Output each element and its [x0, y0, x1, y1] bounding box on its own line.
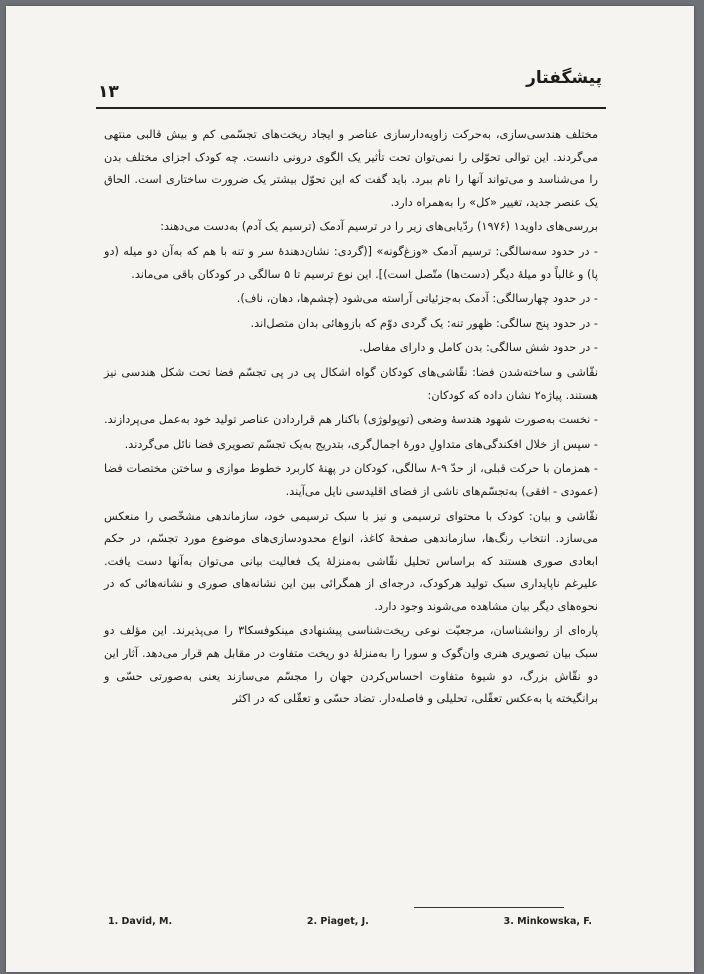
book-page [6, 6, 694, 972]
section-paragraph: نقّاشی و بیان: کودک با محتوای ترسیمی و نیز با سبک ترسیمی خود، سازماندهی مشخّصی را منعکس می‌سازد. انتخاب رنگ‌ها، سازماندهی صفحهٔ کاغذ، انواع محدودسازی‌های موضوع مورد تجسّم، در حکم ابعادی صوری هستند که براساس تحلیل نقّاشی به‌منزلهٔ یک فعالیت بیانی می‌توان به‌آنها دست یافت. علیرغم ناپایداری سبک تولید هرکودک، درجه‌ای از همگرائی بین این نشانه‌های صوری و نشانه‌هائی که در نحوه‌های دیگر بیان مشاهده می‌شوند وجود دارد. [104, 509, 598, 613]
list-item: - در حدود پنج سالگی: ظهور تنه: یک گردی دوّم که بازوهائی بدان متصل‌اند. [250, 316, 598, 330]
section-paragraph: نقّاشی و ساخته‌شدن فضا: نقّاشی‌های کودکان گواه اشکال پی در پی تجسّم فضا تحت شکل هندسی نیز هستند. پیاژه۲ نشان داده که کودکان: [104, 365, 598, 402]
list-item: - در حدود چهارسالگی: آدمک به‌جزئیاتی آراسته می‌شود (چشم‌ها، دهان، ناف). [236, 292, 598, 306]
footnote: 3. Minkowska, F. [503, 916, 592, 927]
footnote-rule [414, 907, 564, 908]
footnote: 1. David, M. [108, 916, 173, 927]
page-number: ۱۳ [98, 82, 119, 102]
body-text [104, 124, 598, 713]
list-item: - در حدود سه‌سالگی: ترسیم آدمک «وزغ‌گونه» [(گردی: نشان‌دهندهٔ سر و تنه با هم که به‌آن دو میله (دو پا) و غالباً دو میلهٔ دیگر (دست‌ها) متّصل است)]. این نوع ترسیم تا ۵ سالگی در کودکان باقی می‌ماند. [104, 244, 598, 281]
paragraph: بررسی‌های داوید۱ (۱۹۷۶) ردّیابی‌های زیر را در ترسیم آدمک (ترسیم یک آدم) به‌دست می‌دهند: [160, 220, 598, 234]
paragraph: مختلف هندسی‌سازی، به‌حرکت زاویه‌دارسازی عناصر و ایجاد ریخت‌های تجسّمی کم و بیش قالبی منتهی می‌گردند. این توالی تحوّلی را نمی‌توان تحت تأثیر یک الگوی درونی دانست. چه کودک اجزای مختلف بدن را می‌شناسد و می‌تواند آنها را نام ببرد. باید گفت که این تحوّل بیشتر یک ضرورت ساختاری است. الحاق یک عنصر جدید، تغییر «کل» را به‌همراه دارد. [104, 128, 598, 209]
paragraph: پاره‌ای از روانشناسان، مرجعیّت نوعی ریخت‌شناسی پیشنهادی مینکوفسکا۳ را می‌پذیرند. این مؤلف دو سبک بیان تصویری هنری وان‌گوک و سورا را به‌منزلهٔ دو ریخت متفاوت در مقابل هم قرار می‌دهد. آثار این دو نقّاش بزرگ، دو شیوهٔ متفاوت احساس‌کردن جهان را مجسّم می‌سازند یعنی به‌صورتی حسّی و برانگیخته یا به‌عکس تعقّلی، تحلیلی و فاصله‌دار. تضاد حسّی و تعقّلی که در اکثر [104, 624, 598, 706]
footnotes [108, 916, 592, 927]
list-item: - همزمان با حرکت قبلی، از حدّ ۹-۸ سالگی، کودکان در پهنهٔ کاربرد خطوط موازی و ساختن مختصات فضا (عمودی - افقی) به‌تجسّم‌های ناشی از فضای اقلیدسی نایل می‌آیند. [104, 462, 598, 498]
list-item: - در حدود شش سالگی: بدن کامل و دارای مفاصل. [359, 341, 598, 355]
header-rule [96, 107, 606, 109]
list-item: - نخست به‌صورت شهود هندسهٔ وضعی (توپولوژی) باکنار هم قراردادن عناصر تولید خود به‌عمل می‌پردازند. [104, 413, 598, 427]
footnote: 2. Piaget, J. [306, 916, 369, 927]
running-header-title: پیشگفتار [526, 68, 602, 88]
list-item: - سپس از خلال افکندگی‌های متداولِ دورهٔ اجمال‌گری، بتدریج به‌یک تجسّم تصویری فضا نائل می‌گردند. [124, 437, 598, 451]
